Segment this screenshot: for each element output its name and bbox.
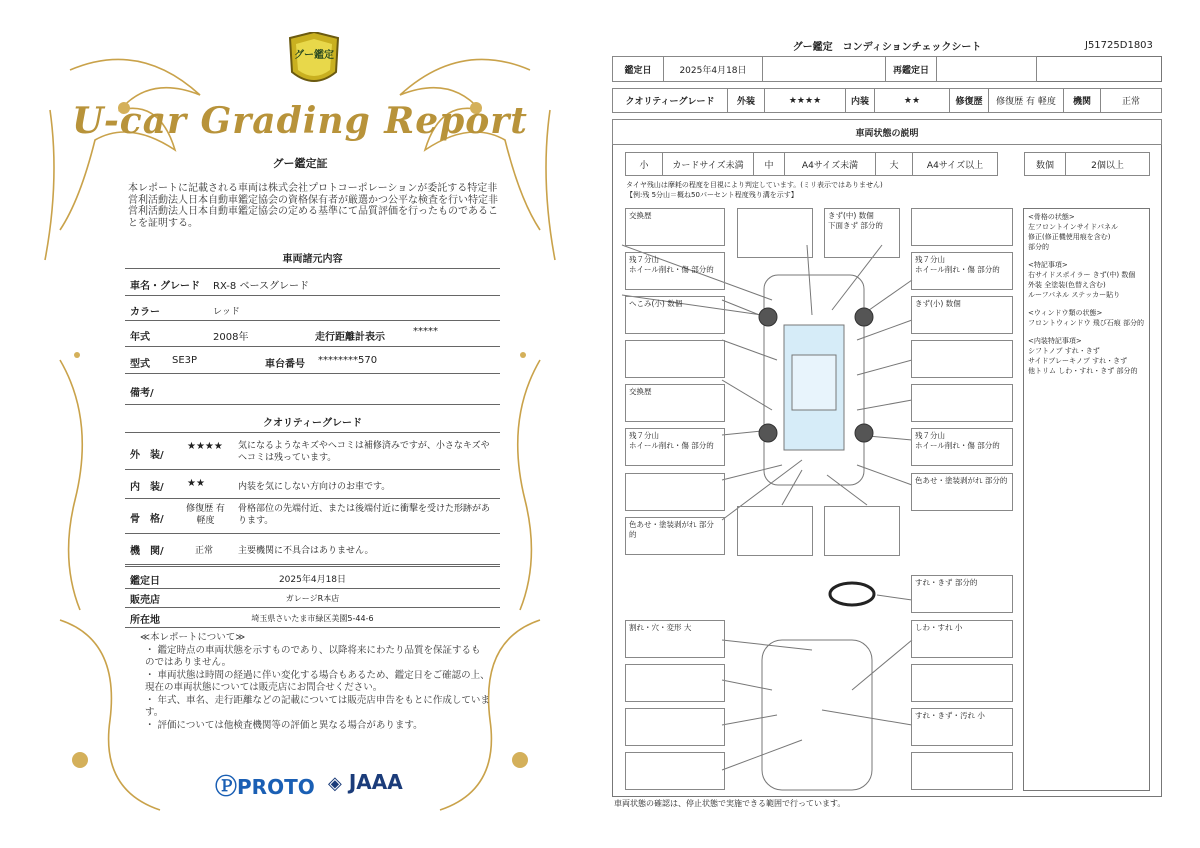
cell-rear-left-tire: 残７分山 ホイール削れ・傷 部分的 <box>625 428 725 466</box>
appraisal-date-row <box>125 566 500 589</box>
notes-line: フロントウィンドウ 飛び石痕 部分的 <box>1028 319 1145 327</box>
quality-row-engine <box>125 534 500 565</box>
color-value: レッド <box>213 307 240 317</box>
cell-interior-blank-4 <box>625 752 725 790</box>
notes-line: 外装 全塗装(色替え含む) <box>1028 281 1106 289</box>
notes-spacer <box>1028 328 1145 336</box>
spec-row-color <box>125 295 500 321</box>
cell-interior-blank-5 <box>911 752 1013 790</box>
cell-left-door: へこみ(小) 数個 <box>625 296 725 334</box>
frame-grade: 修復歴 有軽度 <box>186 504 225 526</box>
cell-bottom-blank-2 <box>824 506 900 556</box>
notes-line: 修正(修正機使用痕を含む) <box>1028 233 1111 241</box>
appraisal-date-label: 鑑定日 <box>130 576 160 587</box>
tire-note-2: 【例:残 5分山＝概ね50パーセント程度残り溝を示す】 <box>626 191 798 199</box>
remarks-label: 備考/ <box>130 388 154 399</box>
engine-text: 主要機関に不具合はありません。 <box>238 546 374 556</box>
note-item: ・ 年式、車名、走行距離などの記載については販売店申告をもとに作成しています。 <box>145 695 490 718</box>
cell-rear-fade: 色あせ・塗装剥がれ 部分的 <box>625 517 725 555</box>
grade-label: クオリティーグレード <box>612 88 728 113</box>
cell-rear-right-tire: 残７分山 ホイール削れ・傷 部分的 <box>911 428 1013 466</box>
frame-label: 骨 格/ <box>130 514 164 525</box>
quality-row-interior <box>125 469 500 499</box>
reappraisal-label: 再鑑定日 <box>885 56 937 82</box>
spec-row-model <box>125 347 500 374</box>
engine-grade: 正常 <box>195 546 214 556</box>
count-label: 数個 <box>1024 152 1066 176</box>
frame-text: 骨格部位の先端付近、または後端付近に衝撃を受けた形跡があります。 <box>238 504 491 526</box>
document-id: J51725D1803 <box>1085 40 1153 51</box>
cell-front-seat: しわ・すれ 小 <box>911 620 1013 658</box>
ext-label: 外装 <box>727 88 765 113</box>
appraisal-date-value: 2025年4月18日 <box>278 575 347 585</box>
jaaa-mark-icon: ◈ <box>328 773 342 794</box>
year-value: 2008年 <box>213 332 249 343</box>
exterior-label: 外 装/ <box>130 450 164 461</box>
cell-front-left-tire: 残７分山 ホイール削れ・傷 部分的 <box>625 252 725 290</box>
cell-right-blank-3 <box>911 384 1013 422</box>
year-label: 年式 <box>130 332 150 343</box>
notes-spacer <box>1028 300 1145 308</box>
repair-value: 修復歴 有 軽度 <box>988 88 1064 113</box>
certificate-intro: 本レポートに記載される車両は株式会社プロトコーポレーションが委託する特定非営利活動法人日本自動車鑑定協会の資格保有者が厳選かつ公平な検査を行い特定非営利活動法人日本自動車鑑定協会の定める基準にて品質評価を行ったものであることを証明する。 <box>128 183 498 229</box>
cell-left-blank-2 <box>625 473 725 511</box>
note-item: ・ 評価については他検査機関等の評価と異なる場合があります。 <box>145 720 423 731</box>
notes-panel <box>1023 208 1150 791</box>
dealer-value: ガレージR本店 <box>285 594 340 603</box>
cell-right-door: きず(小) 数個 <box>911 296 1013 334</box>
mileage-value: ***** <box>413 326 438 337</box>
name-label: 車名・グレード <box>130 281 200 292</box>
spec-row-name <box>125 268 500 296</box>
cell-interior-blank-1 <box>625 664 725 702</box>
chassis-label: 車台番号 <box>265 359 305 370</box>
interior-text: 内装を気にしない方向けのお車です。 <box>238 482 391 492</box>
quality-row-exterior <box>125 432 500 470</box>
address-label: 所在地 <box>130 615 160 626</box>
address-value: 埼玉県さいたま市緑区美園5-44-6 <box>251 614 374 623</box>
sheet-footer: 車両状態の確認は、停止状態で実施できる範囲で行っています。 <box>614 799 846 808</box>
int-label: 内装 <box>845 88 875 113</box>
reappraisal-value <box>936 56 1037 82</box>
jaaa-logo: ◈ JAAA <box>328 770 403 794</box>
notes-line: <内装特記事項> <box>1028 337 1082 345</box>
report-title: U-car Grading Report <box>72 100 528 142</box>
engine-label: 機関 <box>1063 88 1101 113</box>
proto-mark-icon: Ⓟ <box>215 775 238 800</box>
date-blank <box>762 56 886 82</box>
cell-steering: すれ・きず 部分的 <box>911 575 1013 613</box>
cell-rear-left-exchange: 交換歴 <box>625 384 725 422</box>
cell-bottom-blank-1 <box>737 506 813 556</box>
certificate-subtitle: グー鑑定証 <box>272 157 328 170</box>
interior-label: 内 装/ <box>130 482 164 493</box>
cell-right-fade: 色あせ・塗装剥がれ 部分的 <box>911 473 1013 511</box>
notes-line: シフトノブ すれ・きず <box>1028 347 1100 355</box>
cell-top-scratch: きず(中) 数個 下面きず 部分的 <box>824 208 900 258</box>
size-small: 小 <box>625 152 663 176</box>
cell-right-blank-2 <box>911 340 1013 378</box>
name-value: RX-8 ベースグレード <box>213 281 309 292</box>
spec-row-year <box>125 321 500 347</box>
notes-line: <骨格の状態> <box>1028 213 1075 221</box>
spec-row-remarks <box>125 374 500 405</box>
goo-appraisal-logo <box>286 32 342 90</box>
notes-title: ≪本レポートについて≫ <box>140 632 246 643</box>
int-value: ★★ <box>874 88 950 113</box>
proto-logo: ⓅPROTO <box>215 775 315 800</box>
note-item: ・ 車両状態は時間の経過に伴い変化する場合もあるため、鑑定日をご確認の上、現在の車両状態については販売店にお問合せください。 <box>145 670 490 693</box>
exterior-text: 気になるようなキズやヘコミは補修済みですが、小さなキズやヘコミは残っています。 <box>238 441 490 463</box>
chassis-value: ********570 <box>318 355 378 366</box>
ext-value: ★★★★ <box>764 88 846 113</box>
quality-row-frame <box>125 499 500 534</box>
notes-line: <ウィンドウ類の状態> <box>1028 309 1103 317</box>
logo-text: グー鑑定 <box>294 50 334 61</box>
dealer-label: 販売店 <box>130 595 160 606</box>
tire-note-1: タイヤ残山は摩耗の程度を目視により判定しています。(ミリ表示ではありません) <box>626 181 883 189</box>
steering-wheel-icon <box>830 583 874 605</box>
size-large: 大 <box>875 152 913 176</box>
cell-right-blank-1 <box>911 208 1013 246</box>
date-value: 2025年4月18日 <box>663 56 763 82</box>
count-desc: 2個以上 <box>1065 152 1150 176</box>
spec-section-title: 車両諸元内容 <box>282 254 343 265</box>
size-large-desc: A4サイズ以上 <box>912 152 998 176</box>
repair-label: 修復歴 <box>949 88 989 113</box>
model-label: 型式 <box>130 359 150 370</box>
dealer-row <box>125 588 500 608</box>
size-mid-desc: A4サイズ未満 <box>784 152 876 176</box>
exterior-grade: ★★★★ <box>187 441 223 452</box>
cell-front-left-exchange: 交換歴 <box>625 208 725 246</box>
notes-line: サイドブレーキノブ すれ・きず <box>1028 357 1128 365</box>
sheet-title: グー鑑定 コンディションチェックシート <box>792 42 982 53</box>
cell-rear-seat: すれ・きず・汚れ 小 <box>911 708 1013 746</box>
shield-icon <box>286 32 342 90</box>
status-title: 車両状態の説明 <box>612 119 1162 145</box>
cell-front-right-tire: 残７分山 ホイール削れ・傷 部分的 <box>911 252 1013 290</box>
engine-value: 正常 <box>1100 88 1162 113</box>
cell-left-blank-1 <box>625 340 725 378</box>
cell-dashboard: 割れ・穴・変形 大 <box>625 620 725 658</box>
size-mid: 中 <box>753 152 785 176</box>
address-row <box>125 608 500 628</box>
notes-line: <特記事項> <box>1028 261 1068 269</box>
note-item: ・ 鑑定時点の車両状態を示すものであり、以降将来にわたり品質を保証するものではありません。 <box>145 645 481 668</box>
notes-line: 左フロントインサイドパネル <box>1028 223 1119 231</box>
model-value: SE3P <box>172 355 198 366</box>
notes-line: 他トリム しわ・すれ・きず 部分的 <box>1028 367 1138 375</box>
notes-line: 部分的 <box>1028 243 1049 251</box>
interior-grade: ★★ <box>187 478 205 489</box>
cell-interior-blank-2 <box>911 664 1013 702</box>
cell-top-blank <box>737 208 813 258</box>
notes-line: ルーフパネル ステッカー貼り <box>1028 291 1121 299</box>
mileage-label: 走行距離計表示 <box>315 332 385 343</box>
size-small-desc: カードサイズ未満 <box>662 152 754 176</box>
notes-line: 右サイドスポイラー きず(中) 数個 <box>1028 271 1136 279</box>
quality-section-title: クオリティーグレード <box>263 418 362 429</box>
notes-spacer <box>1028 252 1145 260</box>
cell-interior-blank-3 <box>625 708 725 746</box>
date-label: 鑑定日 <box>612 56 664 82</box>
engine-label: 機 関/ <box>130 546 164 557</box>
color-label: カラー <box>130 307 160 318</box>
